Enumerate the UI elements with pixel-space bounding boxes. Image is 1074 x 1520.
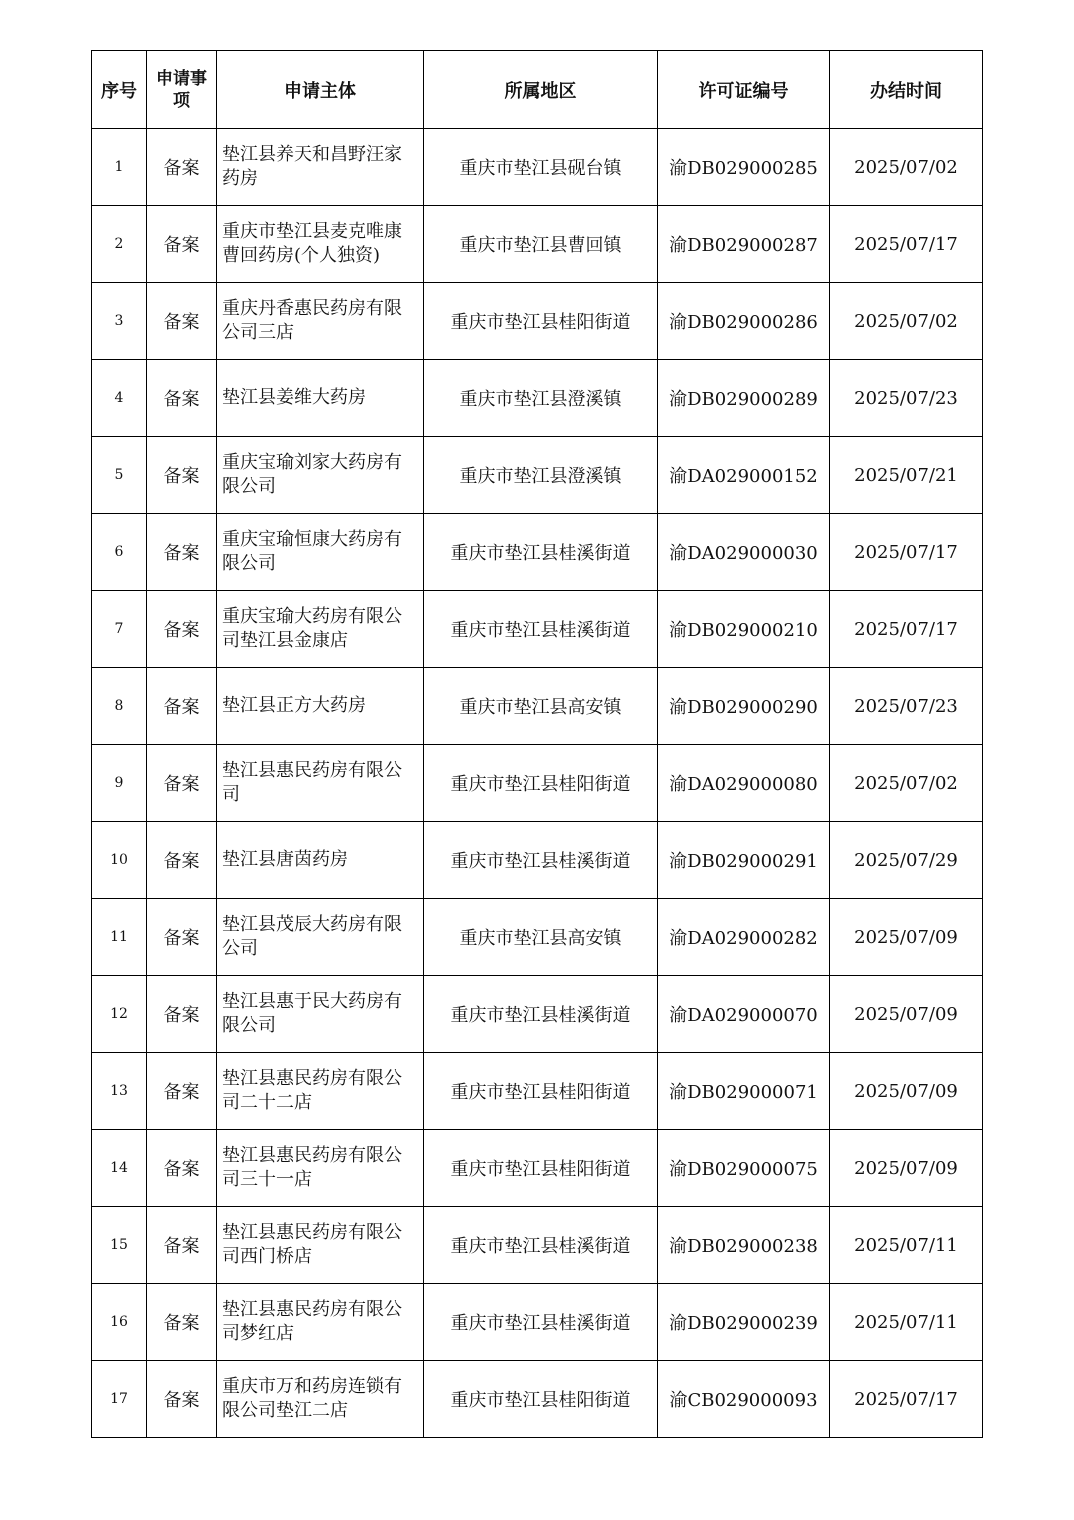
cell-permit: 渝DB029000287	[658, 206, 830, 283]
cell-seq: 13	[92, 1053, 147, 1130]
cell-type: 备案	[147, 129, 217, 206]
cell-type: 备案	[147, 206, 217, 283]
cell-seq: 4	[92, 360, 147, 437]
cell-date: 2025/07/23	[830, 360, 983, 437]
cell-seq: 12	[92, 976, 147, 1053]
cell-subject: 垫江县茂辰大药房有限公司	[217, 899, 424, 976]
cell-subject: 垫江县唐茵药房	[217, 822, 424, 899]
cell-subject: 重庆宝瑜刘家大药房有限公司	[217, 437, 424, 514]
cell-subject: 垫江县惠民药房有限公司梦红店	[217, 1284, 424, 1361]
cell-permit: 渝DA029000080	[658, 745, 830, 822]
pharmacy-registry-table	[91, 50, 983, 1438]
cell-type: 备案	[147, 822, 217, 899]
cell-type: 备案	[147, 591, 217, 668]
cell-date: 2025/07/09	[830, 899, 983, 976]
cell-date: 2025/07/17	[830, 514, 983, 591]
cell-date: 2025/07/17	[830, 206, 983, 283]
cell-subject: 垫江县正方大药房	[217, 668, 424, 745]
cell-region: 重庆市垫江县曹回镇	[424, 206, 658, 283]
cell-region: 重庆市垫江县澄溪镇	[424, 360, 658, 437]
header-type: 申请事项	[147, 51, 217, 129]
cell-region: 重庆市垫江县桂溪街道	[424, 1284, 658, 1361]
header-row	[92, 51, 983, 129]
cell-subject: 垫江县姜维大药房	[217, 360, 424, 437]
cell-type: 备案	[147, 1053, 217, 1130]
cell-permit: 渝DB029000210	[658, 591, 830, 668]
cell-date: 2025/07/09	[830, 976, 983, 1053]
table-row	[92, 514, 983, 591]
cell-subject: 垫江县惠于民大药房有限公司	[217, 976, 424, 1053]
cell-region: 重庆市垫江县高安镇	[424, 668, 658, 745]
table-row	[92, 976, 983, 1053]
cell-seq: 15	[92, 1207, 147, 1284]
cell-date: 2025/07/09	[830, 1053, 983, 1130]
cell-region: 重庆市垫江县桂溪街道	[424, 514, 658, 591]
cell-subject: 垫江县惠民药房有限公司二十二店	[217, 1053, 424, 1130]
cell-permit: 渝DA029000070	[658, 976, 830, 1053]
cell-subject: 垫江县惠民药房有限公司	[217, 745, 424, 822]
table-row	[92, 437, 983, 514]
table-row	[92, 668, 983, 745]
cell-subject: 重庆市万和药房连锁有限公司垫江二店	[217, 1361, 424, 1438]
cell-seq: 8	[92, 668, 147, 745]
cell-seq: 9	[92, 745, 147, 822]
table-row	[92, 899, 983, 976]
cell-seq: 17	[92, 1361, 147, 1438]
cell-type: 备案	[147, 514, 217, 591]
cell-subject: 垫江县惠民药房有限公司三十一店	[217, 1130, 424, 1207]
table-row	[92, 283, 983, 360]
cell-date: 2025/07/17	[830, 591, 983, 668]
cell-region: 重庆市垫江县桂溪街道	[424, 1207, 658, 1284]
cell-permit: 渝DB029000290	[658, 668, 830, 745]
cell-type: 备案	[147, 1207, 217, 1284]
table-row	[92, 1284, 983, 1361]
cell-seq: 6	[92, 514, 147, 591]
cell-region: 重庆市垫江县桂溪街道	[424, 822, 658, 899]
table-row	[92, 1207, 983, 1284]
cell-type: 备案	[147, 283, 217, 360]
cell-region: 重庆市垫江县桂阳街道	[424, 1053, 658, 1130]
cell-permit: 渝DB029000075	[658, 1130, 830, 1207]
cell-subject: 重庆宝瑜恒康大药房有限公司	[217, 514, 424, 591]
cell-seq: 1	[92, 129, 147, 206]
cell-region: 重庆市垫江县桂阳街道	[424, 283, 658, 360]
cell-type: 备案	[147, 437, 217, 514]
table-row	[92, 1130, 983, 1207]
table-row	[92, 822, 983, 899]
cell-date: 2025/07/17	[830, 1361, 983, 1438]
cell-region: 重庆市垫江县砚台镇	[424, 129, 658, 206]
cell-subject: 垫江县惠民药房有限公司西门桥店	[217, 1207, 424, 1284]
cell-permit: 渝DB029000239	[658, 1284, 830, 1361]
header-region: 所属地区	[424, 51, 658, 129]
cell-date: 2025/07/09	[830, 1130, 983, 1207]
cell-seq: 10	[92, 822, 147, 899]
cell-date: 2025/07/29	[830, 822, 983, 899]
cell-region: 重庆市垫江县桂溪街道	[424, 976, 658, 1053]
header-seq: 序号	[92, 51, 147, 129]
cell-date: 2025/07/11	[830, 1284, 983, 1361]
cell-date: 2025/07/23	[830, 668, 983, 745]
cell-region: 重庆市垫江县桂阳街道	[424, 745, 658, 822]
header-subject: 申请主体	[217, 51, 424, 129]
cell-type: 备案	[147, 360, 217, 437]
cell-region: 重庆市垫江县桂阳街道	[424, 1130, 658, 1207]
table-row	[92, 591, 983, 668]
cell-subject: 垫江县养天和昌野汪家药房	[217, 129, 424, 206]
header-permit: 许可证编号	[658, 51, 830, 129]
cell-type: 备案	[147, 976, 217, 1053]
table-row	[92, 206, 983, 283]
table-row	[92, 360, 983, 437]
cell-region: 重庆市垫江县澄溪镇	[424, 437, 658, 514]
cell-region: 重庆市垫江县高安镇	[424, 899, 658, 976]
cell-seq: 11	[92, 899, 147, 976]
cell-seq: 3	[92, 283, 147, 360]
cell-type: 备案	[147, 1130, 217, 1207]
cell-region: 重庆市垫江县桂阳街道	[424, 1361, 658, 1438]
cell-type: 备案	[147, 899, 217, 976]
cell-region: 重庆市垫江县桂溪街道	[424, 591, 658, 668]
cell-seq: 14	[92, 1130, 147, 1207]
cell-type: 备案	[147, 745, 217, 822]
cell-permit: 渝CB029000093	[658, 1361, 830, 1438]
cell-type: 备案	[147, 1284, 217, 1361]
cell-seq: 2	[92, 206, 147, 283]
cell-permit: 渝DB029000286	[658, 283, 830, 360]
cell-permit: 渝DA029000282	[658, 899, 830, 976]
cell-permit: 渝DA029000152	[658, 437, 830, 514]
cell-seq: 16	[92, 1284, 147, 1361]
cell-permit: 渝DB029000289	[658, 360, 830, 437]
cell-seq: 5	[92, 437, 147, 514]
cell-date: 2025/07/02	[830, 129, 983, 206]
cell-date: 2025/07/21	[830, 437, 983, 514]
cell-permit: 渝DB029000291	[658, 822, 830, 899]
cell-subject: 重庆宝瑜大药房有限公司垫江县金康店	[217, 591, 424, 668]
table-row	[92, 129, 983, 206]
cell-permit: 渝DB029000238	[658, 1207, 830, 1284]
cell-type: 备案	[147, 1361, 217, 1438]
cell-permit: 渝DB029000285	[658, 129, 830, 206]
cell-seq: 7	[92, 591, 147, 668]
table-row	[92, 1053, 983, 1130]
table-row	[92, 745, 983, 822]
cell-subject: 重庆丹香惠民药房有限公司三店	[217, 283, 424, 360]
cell-type: 备案	[147, 668, 217, 745]
header-date: 办结时间	[830, 51, 983, 129]
cell-permit: 渝DA029000030	[658, 514, 830, 591]
cell-date: 2025/07/02	[830, 745, 983, 822]
cell-subject: 重庆市垫江县麦克唯康曹回药房(个人独资)	[217, 206, 424, 283]
cell-permit: 渝DB029000071	[658, 1053, 830, 1130]
cell-date: 2025/07/11	[830, 1207, 983, 1284]
table-row	[92, 1361, 983, 1438]
cell-date: 2025/07/02	[830, 283, 983, 360]
